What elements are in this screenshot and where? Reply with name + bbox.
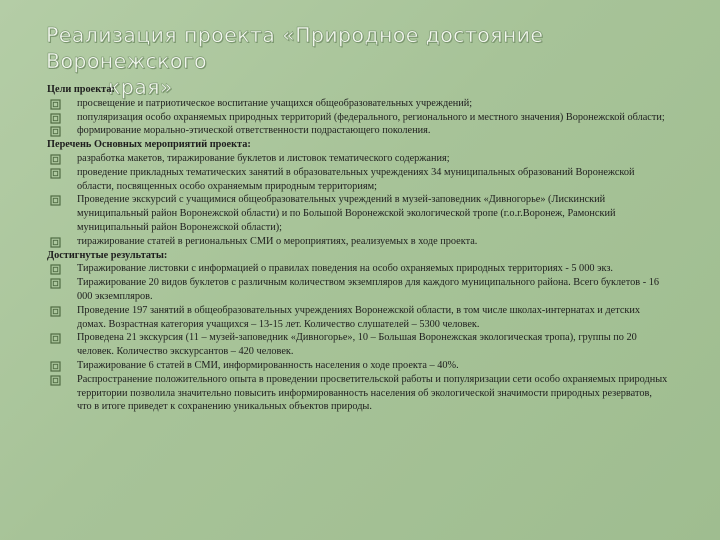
hollow-square-bullet-icon — [50, 361, 61, 372]
hollow-square-bullet-icon — [50, 264, 61, 275]
hollow-square-bullet-icon — [50, 126, 61, 137]
list-item — [47, 262, 669, 276]
section-heading: Перечень Основных мероприятий проекта: — [47, 139, 251, 151]
list-item-text: формирование морально-этической ответственности подрастающего поколения. — [77, 125, 431, 137]
hollow-square-bullet-icon — [50, 278, 61, 289]
list-item-text: популяризация особо охраняемых природных территорий (федерального, регионального и местного значения) Воронежской области; — [77, 111, 665, 123]
list-item-text: проведение прикладных тематических занятий в образовательных учреждениях 34 муниципальных образований Воронежской области, посвященных особо охраняемым природным территориям; — [77, 166, 635, 192]
hollow-square-bullet-icon — [50, 113, 61, 124]
hollow-square-bullet-icon — [50, 237, 61, 248]
list-item-text: Тиражирование 6 статей в СМИ, информированность населения о ходе проекта – 40%. — [77, 359, 459, 371]
title-line-2: края» — [108, 75, 173, 99]
slide-body — [47, 83, 669, 414]
list-item — [47, 235, 669, 249]
section-heading: Достигнутые результаты: — [47, 249, 168, 261]
list-item — [47, 193, 669, 234]
list-item — [47, 331, 669, 359]
list-item — [47, 152, 669, 166]
hollow-square-bullet-icon — [50, 195, 61, 206]
list-item-text: Тиражирование листовки с информацией о правилах поведения на особо охраняемых природных территориях - 5 000 экз. — [77, 263, 614, 275]
hollow-square-bullet-icon — [50, 333, 61, 344]
hollow-square-bullet-icon — [50, 168, 61, 179]
title-line-1: Реализация проекта «Природное достояние Воронежского — [46, 23, 544, 73]
list-item — [47, 373, 669, 414]
list-item-text: просвещение и патриотическое воспитание учащихся общеобразовательных учреждений; — [77, 97, 473, 109]
hollow-square-bullet-icon — [50, 154, 61, 165]
list-item-text: Проведение экскурсий с учащимися общеобразовательных учреждений в музей-заповедник «Дивногорье» (Лискинский муниципальный район Воронежской области) и по Большой Воронежской экологической тропе (г.о.г.Воронеж, Рамонский муниципальный район Воронежской области); — [77, 194, 616, 233]
list-item — [47, 166, 669, 194]
hollow-square-bullet-icon — [50, 99, 61, 110]
list-item — [47, 359, 669, 373]
list-item — [47, 111, 669, 125]
list-item-text: Проведена 21 экскурсия (11 – музей-заповедник «Дивногорье», 10 – Большая Воронежская экологическая тропа), группы по 20 человек. Количество экскурсантов – 420 человек. — [77, 332, 637, 358]
list-item-text: тиражирование статей в региональных СМИ о мероприятиях, реализуемых в ходе проекта. — [77, 235, 478, 247]
list-item-text: Распространение положительного опыта в проведении просветительской работы и популяризации сети особо охраняемых природных территории позволила значительно повысить информированность населения об экологической значимости природных резерватов, что в итоге приведет к сохранению уникальных объектов природы. — [77, 373, 668, 413]
section-heading: Цели проекта: — [47, 84, 115, 95]
list-item — [47, 276, 669, 304]
list-item — [47, 97, 669, 111]
hollow-square-bullet-icon — [50, 306, 61, 317]
list-item-text: Тиражирование 20 видов буклетов с различным количеством экземпляров для каждого муниципального района. Всего буклетов - 16 000 экземпляров. — [77, 277, 659, 302]
hollow-square-bullet-icon — [50, 375, 61, 386]
list-item-text: разработка макетов, тиражирование буклетов и листовок тематического содержания; — [77, 152, 450, 164]
list-item-text: Проведение 197 занятий в общеобразовательных учреждениях Воронежской области, в том числе школах-интернатах и детских домах. Возрастная категория учащихся – 13-15 лет. Количество слушателей – 5300 человек. — [77, 304, 641, 330]
list-item — [47, 304, 669, 332]
list-item — [47, 124, 669, 138]
